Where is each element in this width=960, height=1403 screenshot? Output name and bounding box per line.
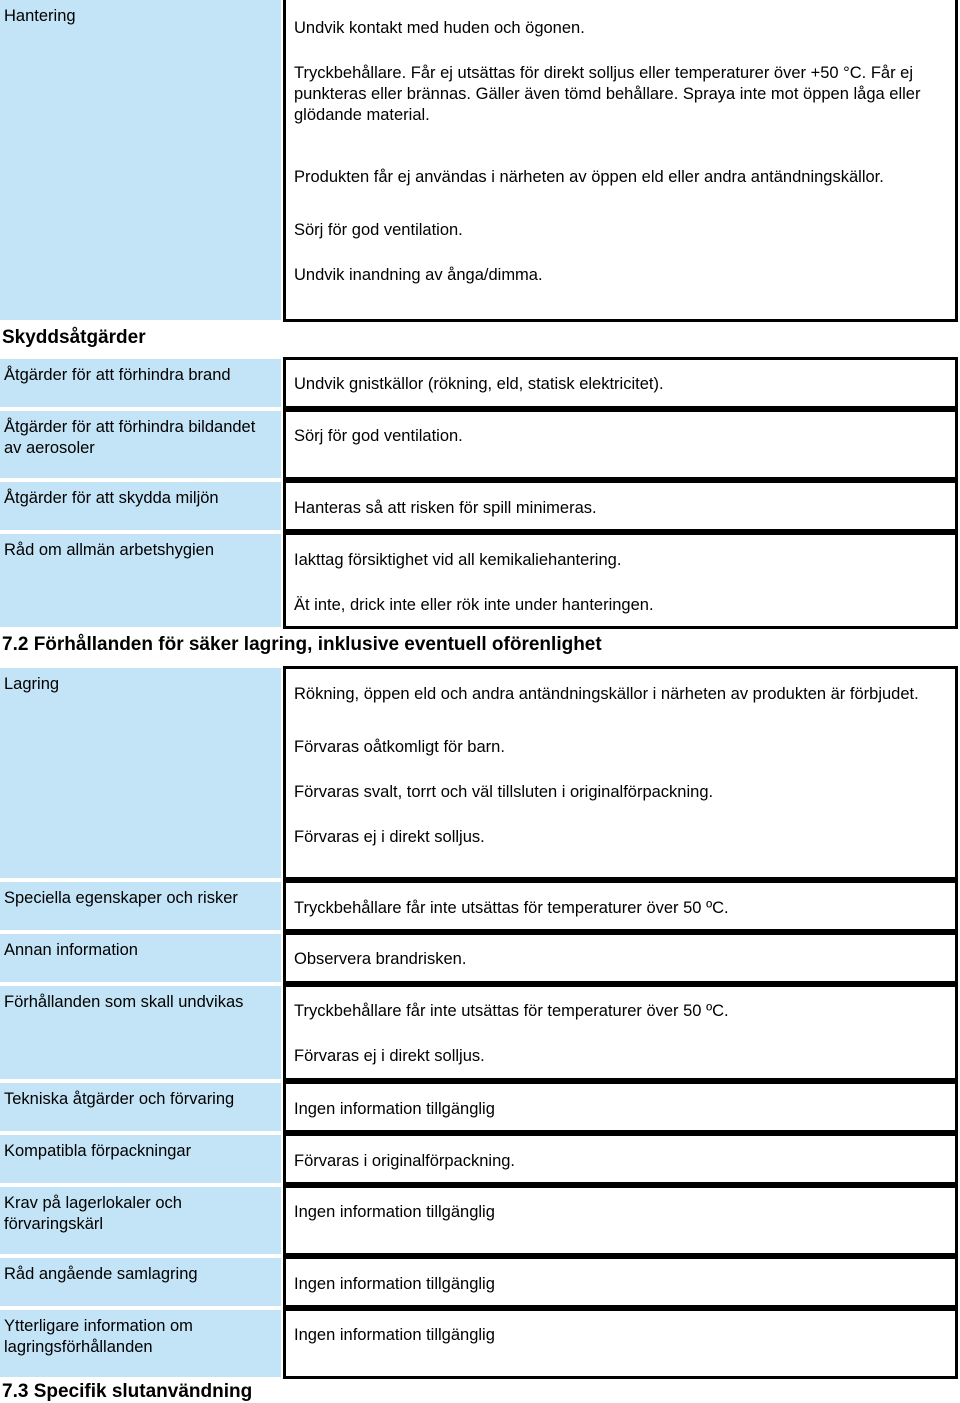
row-value-text: Tryckbehållare får inte utsättas för temperaturer över 50 ºC. (294, 1002, 729, 1020)
table-row-value (283, 1308, 958, 1379)
table-row-label (0, 534, 283, 627)
row-value-text: Sörj för god ventilation. (294, 427, 463, 445)
row-label-text: Annan information (4, 941, 138, 959)
row-value-text: Undvik gnistkällor (rökning, eld, statisk elektricitet). (294, 375, 664, 393)
hantering-line: Produkten får ej användas i närheten av öppen eld eller andra antändningskällor. (294, 168, 884, 186)
table-row-label (0, 482, 283, 530)
hantering-line: Tryckbehållare. Får ej utsättas för direkt solljus eller temperaturer över +50 °C. Får ej punkteras eller brännas. Gäller även tömd behållare. Spraya inte mot öppen låga eller glödande material. (294, 64, 921, 124)
row-label-text: Råd om allmän arbetshygien (4, 541, 215, 559)
table-row-value (283, 357, 958, 409)
row-value-text: Rökning, öppen eld och andra antändningskällor i närheten av produkten är förbjudet. (294, 685, 919, 703)
lagring-value (283, 666, 958, 880)
table-row-value (283, 880, 958, 932)
row-label-text: Råd angående samlagring (4, 1265, 198, 1283)
table-row-label (0, 1135, 283, 1183)
table-row-value (283, 409, 958, 480)
table-row-label (0, 1083, 283, 1131)
row-label-text: Krav på lagerlokaler och förvaringskärl (4, 1194, 182, 1233)
table-row-value (283, 1185, 958, 1256)
table-row-label (0, 986, 283, 1079)
row-value-text: Förvaras i originalförpackning. (294, 1152, 516, 1170)
table-row-label (0, 1258, 283, 1306)
table-row-value (283, 480, 958, 532)
table-row-value (283, 932, 958, 984)
section-heading: 7.2 Förhållanden för säker lagring, inklusive eventuell oförenlighet (2, 634, 602, 655)
row-value-text: Iakttag försiktighet vid all kemikaliehantering. (294, 551, 622, 569)
table-row-label (0, 934, 283, 982)
row-label-text: Kompatibla förpackningar (4, 1142, 192, 1160)
hantering-line: Sörj för god ventilation. (294, 221, 463, 239)
hantering-value (283, 0, 958, 322)
row-value-text: Hanteras så att risken för spill minimeras. (294, 499, 597, 517)
hantering-label (0, 0, 283, 320)
table-row-value (283, 1081, 958, 1133)
row-label-text: Åtgärder för att skydda miljön (4, 489, 219, 507)
row-value-text: Ingen information tillgänglig (294, 1326, 495, 1344)
row-value-text: Ingen information tillgänglig (294, 1203, 495, 1221)
hantering-line: Undvik kontakt med huden och ögonen. (294, 19, 585, 37)
table-row-label (0, 359, 283, 407)
row-value-text: Ingen information tillgänglig (294, 1100, 495, 1118)
table-row-value (283, 532, 958, 629)
row-value-text: Förvaras svalt, torrt och väl tillsluten i originalförpackning. (294, 783, 714, 801)
row-label-text: Ytterligare information om lagringsförhållanden (4, 1317, 193, 1356)
row-value-text: Ingen information tillgänglig (294, 1275, 495, 1293)
row-value-text: Förvaras oåtkomligt för barn. (294, 738, 505, 756)
row-value-text: Tryckbehållare får inte utsättas för temperaturer över 50 ºC. (294, 899, 729, 917)
row-value-text: Observera brandrisken. (294, 950, 467, 968)
table-row-label (0, 882, 283, 930)
hantering-line: Undvik inandning av ånga/dimma. (294, 266, 543, 284)
section-heading: Skyddsåtgärder (2, 327, 146, 348)
row-label-text: Speciella egenskaper och risker (4, 889, 238, 907)
row-value-text: Förvaras ej i direkt solljus. (294, 828, 485, 846)
row-value-text: Förvaras ej i direkt solljus. (294, 1047, 485, 1065)
section-heading: 7.3 Specifik slutanvändning (2, 1381, 253, 1402)
row-value-text: Ät inte, drick inte eller rök inte under hanteringen. (294, 596, 654, 614)
table-row-value (283, 1133, 958, 1185)
lagring-label (0, 668, 283, 878)
table-row-label (0, 1187, 283, 1254)
table-row-value (283, 984, 958, 1081)
row-label-text: Åtgärder för att förhindra brand (4, 366, 231, 384)
row-label-text: Lagring (4, 675, 60, 693)
hantering-label-text: Hantering (4, 7, 76, 25)
row-label-text: Åtgärder för att förhindra bildandet av aerosoler (4, 418, 256, 457)
row-label-text: Tekniska åtgärder och förvaring (4, 1090, 235, 1108)
table-row-label (0, 1310, 283, 1377)
row-label-text: Förhållanden som skall undvikas (4, 993, 244, 1011)
table-row-label (0, 411, 283, 478)
table-row-value (283, 1256, 958, 1308)
